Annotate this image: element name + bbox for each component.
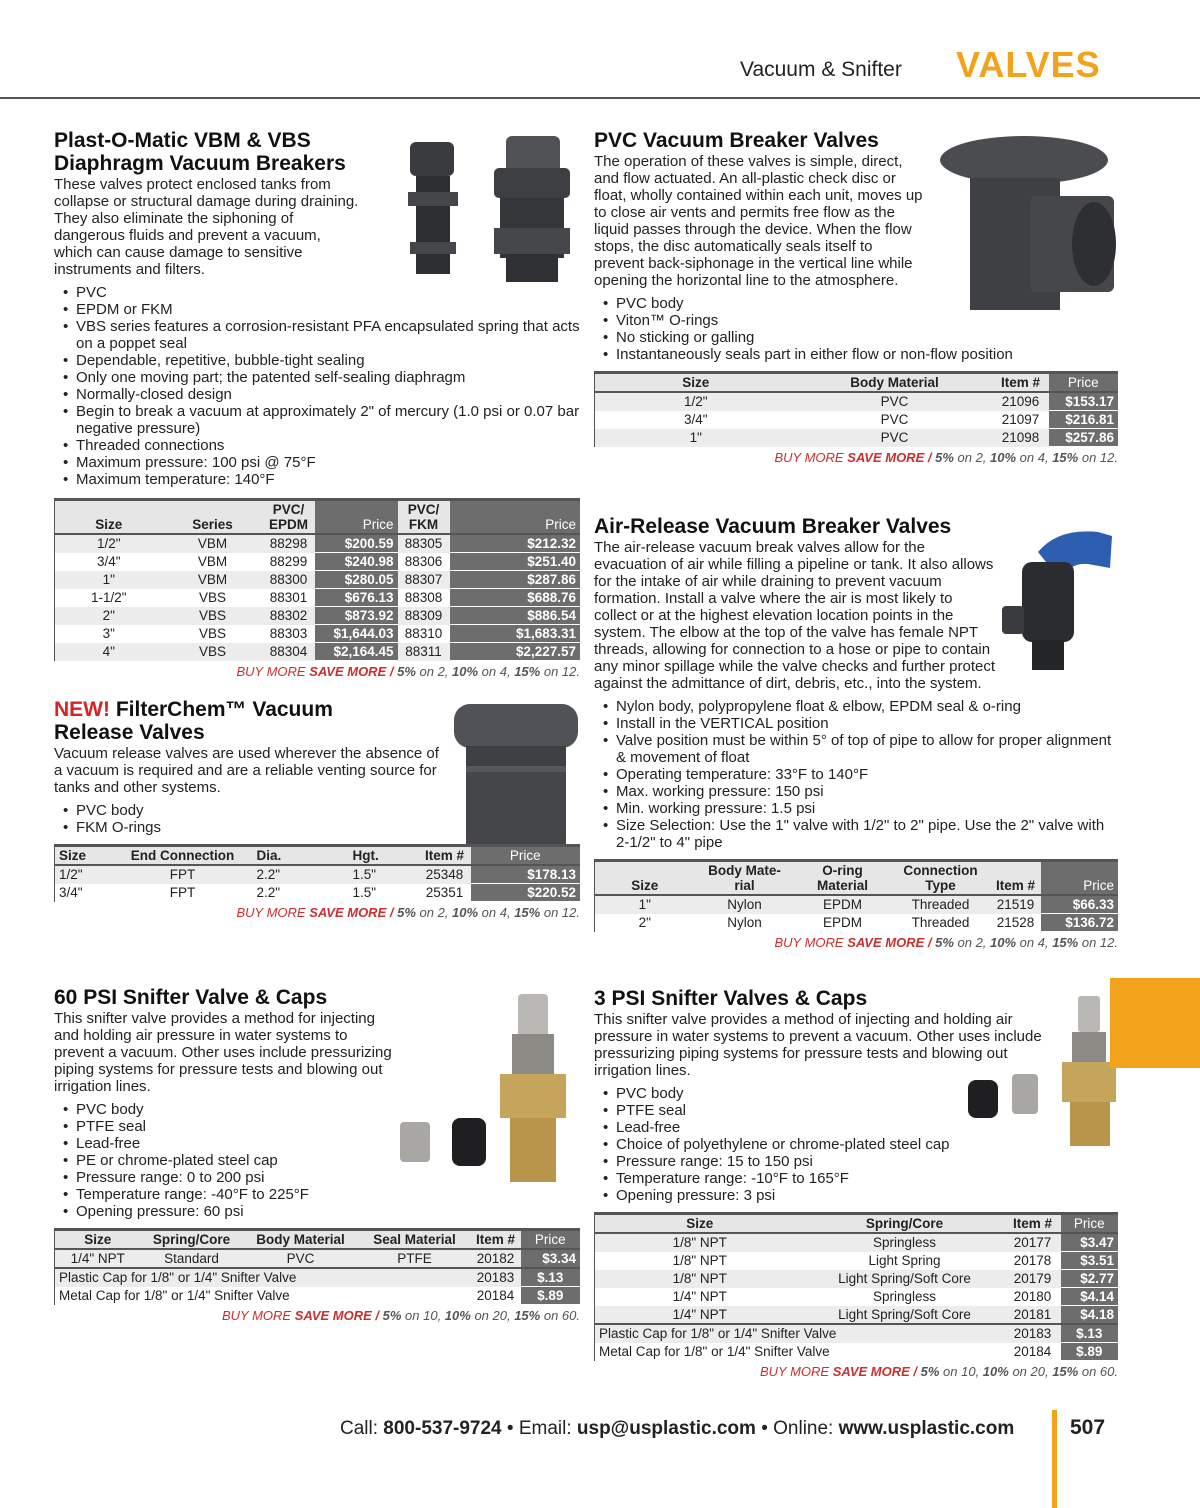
table-row <box>595 895 1119 914</box>
price-cell: $676.13 <box>315 589 398 607</box>
feature-item: • Normally-closed design <box>63 386 580 403</box>
table-cell: 1/2" <box>595 392 797 411</box>
table-cell: 3/4" <box>59 885 83 900</box>
table-cell: FPT <box>113 865 253 884</box>
table-cell: Nylon <box>695 895 795 914</box>
price-cell: $216.81 <box>1049 411 1119 429</box>
table-cell: 88308 <box>404 590 443 605</box>
price-cell: $2,227.57 <box>450 643 581 661</box>
table-cell: Light Spring/Soft Core <box>805 1270 1005 1288</box>
table-cell: 1/4" NPT <box>595 1306 805 1325</box>
cap-row <box>595 1324 1119 1343</box>
table-cell: 88307 <box>398 571 450 589</box>
section-description: Vacuum release valves are used wherever the absence of a vacuum is required and are a reliable venting source for tanks and other systems. <box>54 745 439 796</box>
price-cell: $4.18 <box>1061 1306 1119 1325</box>
table-cell: VBS <box>198 626 226 641</box>
feature-item: • Size Selection: Use the 1" valve with 1/2" to 2" pipe. Use the 2" valve with 2-1/2" to 4" pipe <box>603 817 1118 851</box>
table-cell: 88303 <box>269 626 308 641</box>
price-cell: $3.34 <box>521 1249 581 1268</box>
table-cell: 1/8" NPT <box>672 1253 727 1268</box>
table-cell: 88300 <box>263 571 315 589</box>
feature-item: • No sticking or galling <box>603 329 1118 346</box>
table-cell: 20184 <box>1013 1344 1052 1359</box>
section-title: Plast-O-Matic VBM & VBS Diaphragm Vacuum Breakers <box>54 129 346 175</box>
feature-item: • FKM O-rings <box>63 819 580 836</box>
price-cell: $280.05 <box>315 571 398 589</box>
table-cell: VBS <box>163 643 263 661</box>
table-cell: Standard <box>141 1249 243 1268</box>
table-cell: 20183 <box>471 1268 521 1287</box>
feature-item: • Pressure range: 0 to 200 psi <box>63 1169 580 1186</box>
60psi-snifter-image <box>394 990 580 1190</box>
table-cell: 88304 <box>263 643 315 661</box>
price-table: Size Body Mate-rial O-ring Material Connection Type Item # Price 1" Nylon EPDM Threaded 21519 $66.33 2" Nylon EPDM Threaded 21528 $136.72 <box>594 859 1118 932</box>
price-table: Size End Connection Dia. Hgt. Item # Price 1/2" FPT 2.2" 1.5" 25348 $178.13 3/4" FPT 2.2" 1.5" 25351 $220.52 <box>54 844 580 902</box>
table-row <box>55 607 581 625</box>
feature-item: • PVC body <box>63 802 580 819</box>
pvc-vacuum-breaker-image <box>934 132 1118 316</box>
buy-more-note: BUY MORE SAVE MORE / 5% on 2, 10% on 4, 15% on 12. <box>774 450 1118 465</box>
price-cell: $153.17 <box>1049 392 1119 411</box>
table-row <box>55 865 581 884</box>
price-cell: $4.14 <box>1061 1288 1119 1306</box>
phone-number[interactable]: 800-537-9724 <box>383 1418 502 1439</box>
feature-item: • PVC body <box>603 295 1118 312</box>
section-title: PVC Vacuum Breaker Valves <box>594 129 879 152</box>
table-cell: Springless <box>805 1233 1005 1252</box>
table-cell: PVC <box>880 412 909 427</box>
cap-row <box>55 1287 581 1305</box>
price-cell: $251.40 <box>450 553 581 571</box>
table-cell: 25351 <box>425 885 464 900</box>
table-cell: VBM <box>163 571 263 589</box>
table-cell: 1/2" <box>55 534 163 553</box>
feature-item: • PVC body <box>603 1085 1118 1102</box>
section-title: NEW! FilterChem™ Vacuum Release Valves <box>54 698 333 744</box>
feature-item: • Nylon body, polypropylene float & elbow, EPDM seal & o-ring <box>603 698 1118 715</box>
feature-item: • Lead-free <box>63 1135 580 1152</box>
table-row <box>55 884 581 902</box>
email-link[interactable]: usp@usplastic.com <box>576 1418 756 1439</box>
table-cell: 2.2" <box>253 865 349 884</box>
table-cell: 20181 <box>1005 1306 1061 1325</box>
section-description: The air-release vacuum break valves allow for the evacuation of air while filling a pipeline or tank. It also allows for the intake of air while draining to prevent vacuum formation. Install a valve where the air is most likely to collect or at the highest elevation location points in the system. The elbow at the top of the valve has female NPT threads, allowing for connection to a hose or pipe to contain any minor spillage while the valve checks and further protect against the admittance of dirt, debris, etc., into the system. <box>594 539 996 692</box>
feature-item: • Min. working pressure: 1.5 psi <box>603 800 1118 817</box>
feature-item: • Install in the VERTICAL position <box>603 715 1118 732</box>
table-cell: 20177 <box>1005 1233 1061 1252</box>
price-cell: $3.51 <box>1061 1252 1119 1270</box>
section-title: 3 PSI Snifter Valves & Caps <box>594 987 868 1010</box>
cap-row <box>595 1343 1119 1361</box>
price-cell: $287.86 <box>450 571 581 589</box>
feature-item: • Viton™ O-rings <box>603 312 1118 329</box>
table-row <box>595 1233 1119 1252</box>
table-cell: Light Spring <box>868 1253 941 1268</box>
vbm-vbs-valves-image <box>396 132 576 292</box>
section-description: This snifter valve provides a method of injecting and holding air pressure in water systems to prevent a vacuum. Other uses include pressurizing piping systems for pressure tests and blowing out irrigation lines. <box>594 1011 1042 1079</box>
table-row <box>55 571 581 589</box>
table-cell: 88301 <box>269 590 308 605</box>
feature-item: • Opening pressure: 3 psi <box>603 1187 1118 1204</box>
price-cell: $3.47 <box>1061 1233 1119 1252</box>
feature-item: • Maximum pressure: 100 psi @ 75°F <box>63 454 580 471</box>
price-cell: $2.77 <box>1061 1270 1119 1288</box>
price-cell: $220.52 <box>471 884 581 902</box>
footer-divider <box>1052 1410 1057 1508</box>
table-cell: 88302 <box>263 607 315 625</box>
feature-list <box>54 284 580 488</box>
table-cell: 2" <box>638 915 651 930</box>
table-cell: 88305 <box>398 534 450 553</box>
table-cell: 2" <box>55 607 163 625</box>
feature-item: • Temperature range: -40°F to 225°F <box>63 1186 580 1203</box>
table-cell: 20183 <box>1005 1324 1061 1343</box>
table-cell: Nylon <box>727 915 762 930</box>
table-cell: Threaded <box>911 915 970 930</box>
air-release-valve-image <box>998 522 1118 682</box>
feature-item: • Temperature range: -10°F to 165°F <box>603 1170 1118 1187</box>
price-table: Size Body Material Item # Price 1/2" PVC 21096 $153.17 3/4" PVC 21097 $216.81 1" PVC 21098 $257.86 <box>594 371 1118 447</box>
table-cell: 4" <box>55 643 163 661</box>
table-cell: 1/8" NPT <box>595 1270 805 1288</box>
table-cell: 21098 <box>993 429 1049 447</box>
table-row <box>595 1252 1119 1270</box>
table-cell: 1/8" NPT <box>595 1233 805 1252</box>
price-cell: $200.59 <box>315 534 398 553</box>
table-row <box>595 1306 1119 1325</box>
table-row <box>55 1249 581 1268</box>
price-cell: $2,164.45 <box>315 643 398 661</box>
category-title: VALVES <box>956 44 1101 85</box>
header-rule <box>0 97 1200 99</box>
table-cell: 1" <box>55 571 163 589</box>
table-cell: Metal Cap for 1/8" or 1/4" Snifter Valve <box>59 1288 290 1303</box>
table-cell: 2.2" <box>256 885 281 900</box>
table-cell: PVC <box>797 392 993 411</box>
table-cell: 88306 <box>404 554 443 569</box>
table-cell: 3" <box>102 626 115 641</box>
new-badge: NEW! <box>54 698 110 721</box>
section-description: This snifter valve provides a method for injecting and holding air pressure in water systems to prevent a vacuum. Other uses include pressurizing piping systems for pressure tests and blowing out irrigation lines. <box>54 1010 392 1095</box>
price-cell: $.13 <box>1061 1324 1119 1343</box>
buy-more-note: BUY MORE SAVE MORE / 5% on 10, 10% on 20, 15% on 60. <box>222 1308 580 1323</box>
table-cell: Metal Cap for 1/8" or 1/4" Snifter Valve <box>599 1344 830 1359</box>
price-cell: $257.86 <box>1049 429 1119 447</box>
feature-item: • Choice of polyethylene or chrome-plated steel cap <box>603 1136 1118 1153</box>
table-cell: 1/2" <box>55 865 113 884</box>
table-row <box>55 589 581 607</box>
price-table: Size Series PVC/ EPDM Price PVC/ FKM Price 1/2" VBM 88298 $200.59 88305 $212.32 3/4" VBM 88299 $240.98 88306 $251.40 1" VBM 88300 $280.05 88307 $287.86 1-1/2" VBS 88301 $676.13 88308 $688.76 2" VBS 88302 $873.92 88309 $886.54 3" VBS 88303 $1,644.03 88310 $1,683.31 4" VBS 88304 $2,164.45 88311 $2,227.57 <box>54 498 580 661</box>
price-cell: $1,644.03 <box>315 625 398 643</box>
filterchem-valve-image <box>452 700 582 850</box>
feature-item: • Maximum temperature: 140°F <box>63 471 580 488</box>
price-cell: $136.72 <box>1041 914 1119 932</box>
section-title: 60 PSI Snifter Valve & Caps <box>54 986 328 1009</box>
table-row <box>595 411 1119 429</box>
buy-more-note: BUY MORE SAVE MORE / 5% on 2, 10% on 4, 15% on 12. <box>774 935 1118 950</box>
section-description: The operation of these valves is simple, direct, and flow actuated. An all-plastic check disc or float, wholly contained within each unit, moves up to close air vents and permits free flow as the liquid passes through the device. When the flow stops, the disc automatically seals itself to prevent back-siphonage in the vertical line while opening the horizontal line to the atmosphere. <box>594 153 923 289</box>
table-cell: Threaded <box>891 895 991 914</box>
feature-item: • Pressure range: 15 to 150 psi <box>603 1153 1118 1170</box>
price-cell: $873.92 <box>315 607 398 625</box>
table-row <box>55 534 581 553</box>
feature-item: • PVC <box>63 284 580 301</box>
table-cell: 21519 <box>991 895 1041 914</box>
feature-list <box>594 698 1118 851</box>
table-cell: 3/4" <box>683 412 708 427</box>
table-cell: 1.5" <box>352 885 377 900</box>
table-cell: 1" <box>595 895 695 914</box>
table-cell: VBS <box>163 607 263 625</box>
table-cell: 3/4" <box>96 554 121 569</box>
table-cell: 20179 <box>1005 1270 1061 1288</box>
feature-item: • Only one moving part; the patented self-sealing diaphragm <box>63 369 580 386</box>
buy-more-note: BUY MORE SAVE MORE / 5% on 2, 10% on 4, 15% on 12. <box>236 664 580 679</box>
feature-item: • Lead-free <box>603 1119 1118 1136</box>
price-cell: $212.32 <box>450 534 581 553</box>
price-cell: $688.76 <box>450 589 581 607</box>
feature-item: • EPDM or FKM <box>63 301 580 318</box>
table-cell: 21097 <box>1001 412 1040 427</box>
table-cell: 1.5" <box>349 865 419 884</box>
feature-item: • Dependable, repetitive, bubble-tight sealing <box>63 352 580 369</box>
feature-item: • PTFE seal <box>603 1102 1118 1119</box>
table-cell: EPDM <box>822 915 862 930</box>
table-cell: 20180 <box>1013 1289 1052 1304</box>
table-cell: 88311 <box>398 643 450 661</box>
table-cell: 20178 <box>1013 1253 1052 1268</box>
table-cell: 88298 <box>263 534 315 553</box>
table-cell: 20184 <box>476 1288 515 1303</box>
table-cell: EPDM <box>795 895 891 914</box>
table-cell: 1/4" NPT <box>672 1289 727 1304</box>
table-cell: FPT <box>169 885 196 900</box>
table-cell: 1/4" NPT <box>55 1249 141 1268</box>
price-cell: $.89 <box>521 1287 581 1305</box>
feature-item: • Threaded connections <box>63 437 580 454</box>
price-cell: $1,683.31 <box>450 625 581 643</box>
price-cell: $.13 <box>521 1268 581 1287</box>
table-row <box>595 392 1119 411</box>
table-cell: VBM <box>197 554 228 569</box>
table-row <box>55 625 581 643</box>
price-cell: $240.98 <box>315 553 398 571</box>
table-cell: Plastic Cap for 1/8" or 1/4" Snifter Valve <box>595 1324 1005 1343</box>
table-cell: 21096 <box>993 392 1049 411</box>
table-cell: 88299 <box>269 554 308 569</box>
price-cell: $66.33 <box>1041 895 1119 914</box>
feature-item: • VBS series features a corrosion-resistant PFA encapsulated spring that acts on a poppet seal <box>63 318 580 352</box>
price-table: Size Spring/Core Item # Price 1/8" NPT Springless 20177 $3.47 1/8" NPT Light Spring 20178 $3.51 1/8" NPT Light Spring/Soft Core 20179 $2.77 1/4" NPT Springless 20180 $4.14 1/4" NPT Light Spring/Soft Core 20181 $4.18 Plastic Cap for 1/8" or 1/4" Snifter Valve 20183 $.13 Metal Cap for 1/8" or 1/4" Snifter Valve 20184 $.89 <box>594 1212 1118 1361</box>
table-row <box>595 914 1119 932</box>
table-cell: 88309 <box>398 607 450 625</box>
category-tab-marker <box>1110 978 1200 1068</box>
section-subtitle: Vacuum & Snifter <box>740 58 902 81</box>
table-cell: Plastic Cap for 1/8" or 1/4" Snifter Valve <box>55 1268 471 1287</box>
table-cell: 1-1/2" <box>90 590 127 605</box>
3psi-snifter-image <box>964 992 1118 1152</box>
price-cell: $178.13 <box>471 865 581 884</box>
table-cell: Springless <box>872 1289 937 1304</box>
table-cell: 25348 <box>419 865 471 884</box>
feature-item: • PTFE seal <box>63 1118 580 1135</box>
table-cell: 1" <box>595 429 797 447</box>
table-cell: PVC <box>797 429 993 447</box>
table-row <box>55 553 581 571</box>
buy-more-note: BUY MORE SAVE MORE / 5% on 2, 10% on 4, 15% on 12. <box>236 905 580 920</box>
feature-item: • Valve position must be within 5° of top of pipe to allow for proper alignment & movement of float <box>603 732 1118 766</box>
buy-more-note: BUY MORE SAVE MORE / 5% on 10, 10% on 20, 15% on 60. <box>760 1364 1118 1379</box>
section-description: These valves protect enclosed tanks from collapse or structural damage during draining. They also eliminate the siphoning of dangerous fluids and prevent a vacuum, which can cause damage to sensitive instruments and filters. <box>54 176 359 278</box>
page-number: 507 <box>1070 1416 1106 1439</box>
feature-item: • Opening pressure: 60 psi <box>63 1203 580 1220</box>
feature-item: • Max. working pressure: 150 psi <box>603 783 1118 800</box>
feature-item: • Instantaneously seals part in either flow or non-flow position <box>603 346 1118 363</box>
website-link[interactable]: www.usplastic.com <box>838 1418 1015 1439</box>
feature-item: • PE or chrome-plated steel cap <box>63 1152 580 1169</box>
feature-item: • Operating temperature: 33°F to 140°F <box>603 766 1118 783</box>
table-cell: 21528 <box>996 915 1035 930</box>
cap-row <box>55 1268 581 1287</box>
table-cell: PVC <box>243 1249 359 1268</box>
table-cell: VBS <box>198 590 226 605</box>
feature-item: • PVC body <box>63 1101 580 1118</box>
price-table: Size Spring/Core Body Material Seal Material Item # Price 1/4" NPT Standard PVC PTFE 20182 $3.34 Plastic Cap for 1/8" or 1/4" Snifter Valve 20183 $.13 Metal Cap for 1/8" or 1/4" Snifter Valve 20184 $.89 <box>54 1228 580 1305</box>
table-cell: Light Spring/Soft Core <box>805 1306 1005 1325</box>
table-cell: VBM <box>163 534 263 553</box>
table-row <box>595 429 1119 447</box>
table-row <box>595 1288 1119 1306</box>
footer-contact: Call: 800-537-9724 • Email: usp@usplastic.com • Online: www.usplastic.com <box>340 1418 1015 1439</box>
table-row <box>55 643 581 661</box>
table-cell: 88310 <box>404 626 443 641</box>
price-cell: $886.54 <box>450 607 581 625</box>
table-cell: 20182 <box>471 1249 521 1268</box>
feature-item: • Begin to break a vacuum at approximately 2" of mercury (1.0 psi or 0.07 bar negative pressure) <box>63 403 580 437</box>
table-cell: PTFE <box>359 1249 471 1268</box>
price-cell: $.89 <box>1061 1343 1119 1361</box>
section-title: Air-Release Vacuum Breaker Valves <box>594 515 952 538</box>
table-row <box>595 1270 1119 1288</box>
